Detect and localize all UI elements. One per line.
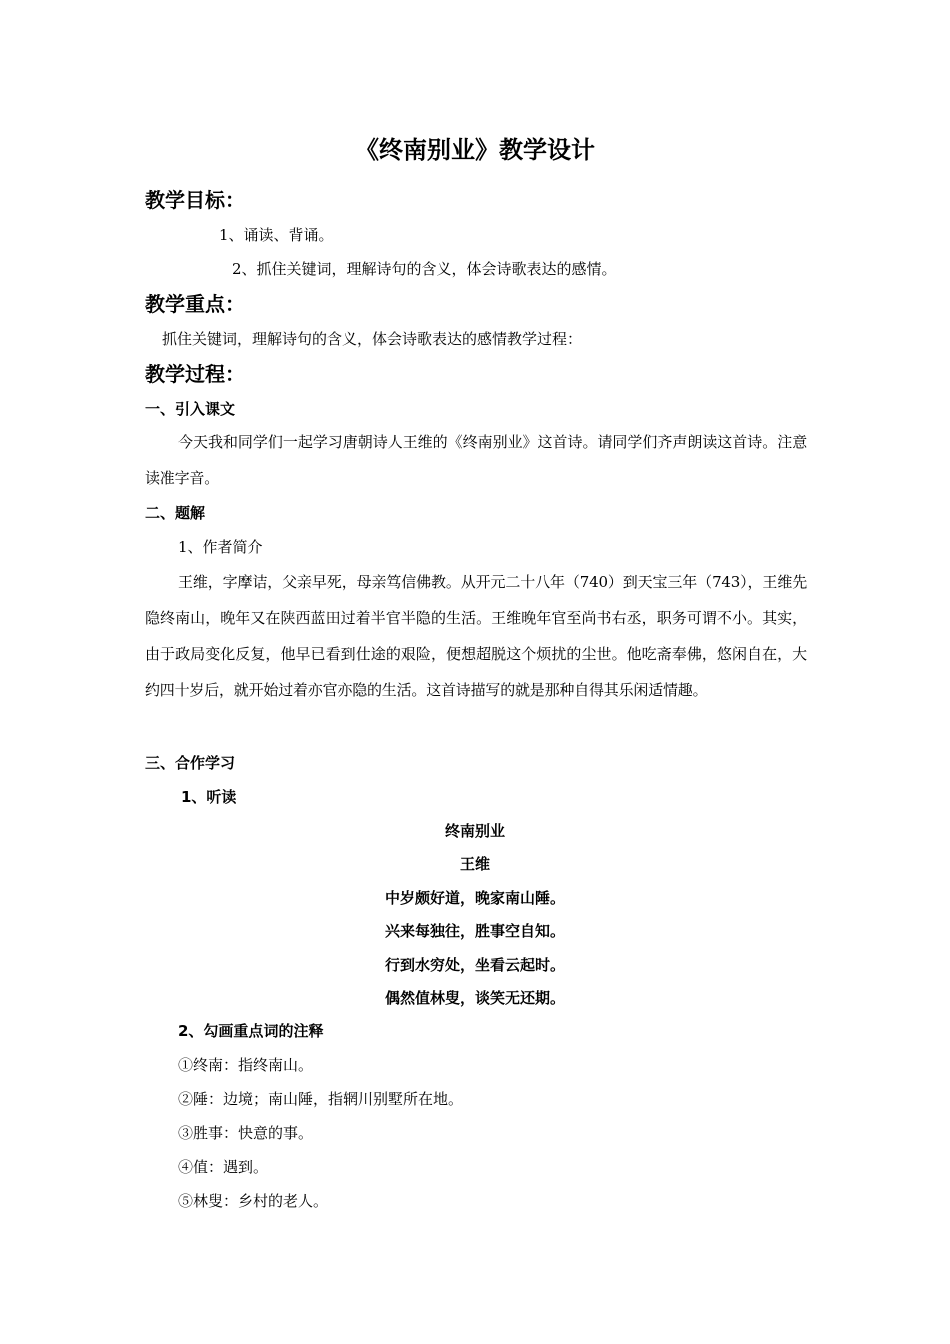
section3-sub-notes: 2、勾画重点词的注释 [178, 1022, 324, 1040]
goal-item-2: 2、抓住关键词，理解诗句的含义，体会诗歌表达的感情。 [232, 260, 617, 278]
note-item-1: ①终南：指终南山。 [178, 1056, 314, 1074]
note-item-5: ⑤林叟：乡村的老人。 [178, 1192, 329, 1210]
goals-heading: 教学目标： [145, 188, 245, 212]
section2-paragraph: 王维，字摩诘，父亲早死，母亲笃信佛教。从开元二十八年（740）到天宝三年（743），王维先隐终南山，晚年又在陕西蓝田过着半官半隐的生活。王维晚年官至尚书右丞，职务可谓不小。其实，由于政局变化反复，他早已看到仕途的艰险，便想超脱这个烦扰的尘世。他吃斋奉佛，悠闲自在，大约四十岁后，就开始过着亦官亦隐的生活。这首诗描写的就是那种自得其乐闲适情趣。 [145, 573, 807, 699]
process-heading: 教学过程： [145, 362, 245, 386]
section2-heading: 二、题解 [145, 504, 206, 522]
section3-heading: 三、合作学习 [145, 754, 236, 772]
poem-line-1: 中岁颇好道，晚家南山陲。 [384, 889, 565, 907]
poem-author: 王维 [459, 855, 490, 873]
goal-item-1: 1、诵读、背诵。 [219, 226, 334, 244]
section1-paragraph: 今天我和同学们一起学习唐朝诗人王维的《终南别业》这首诗。请同学们齐声朗读这首诗。注意读准字音。 [145, 433, 807, 487]
note-item-2: ②陲：边境；南山陲，指辋川别墅所在地。 [178, 1090, 464, 1108]
note-item-4: ④值：遇到。 [178, 1158, 269, 1176]
poem-line-3: 行到水穷处，坐看云起时。 [384, 956, 565, 974]
focus-heading: 教学重点： [145, 292, 245, 316]
note-item-3: ③胜事：快意的事。 [178, 1124, 314, 1142]
focus-text: 抓住关键词，理解诗句的含义，体会诗歌表达的感情教学过程： [162, 330, 583, 348]
section2-subheading: 1、作者简介 [178, 538, 263, 556]
document-title: 《终南别业》教学设计 [355, 136, 595, 164]
section3-sub-listen: 1、听读 [181, 788, 237, 806]
section1-heading: 一、引入课文 [145, 400, 236, 418]
poem-title: 终南别业 [444, 822, 505, 840]
poem-line-2: 兴来每独往，胜事空自知。 [384, 922, 565, 940]
poem-line-4: 偶然值林叟，谈笑无还期。 [384, 989, 565, 1007]
